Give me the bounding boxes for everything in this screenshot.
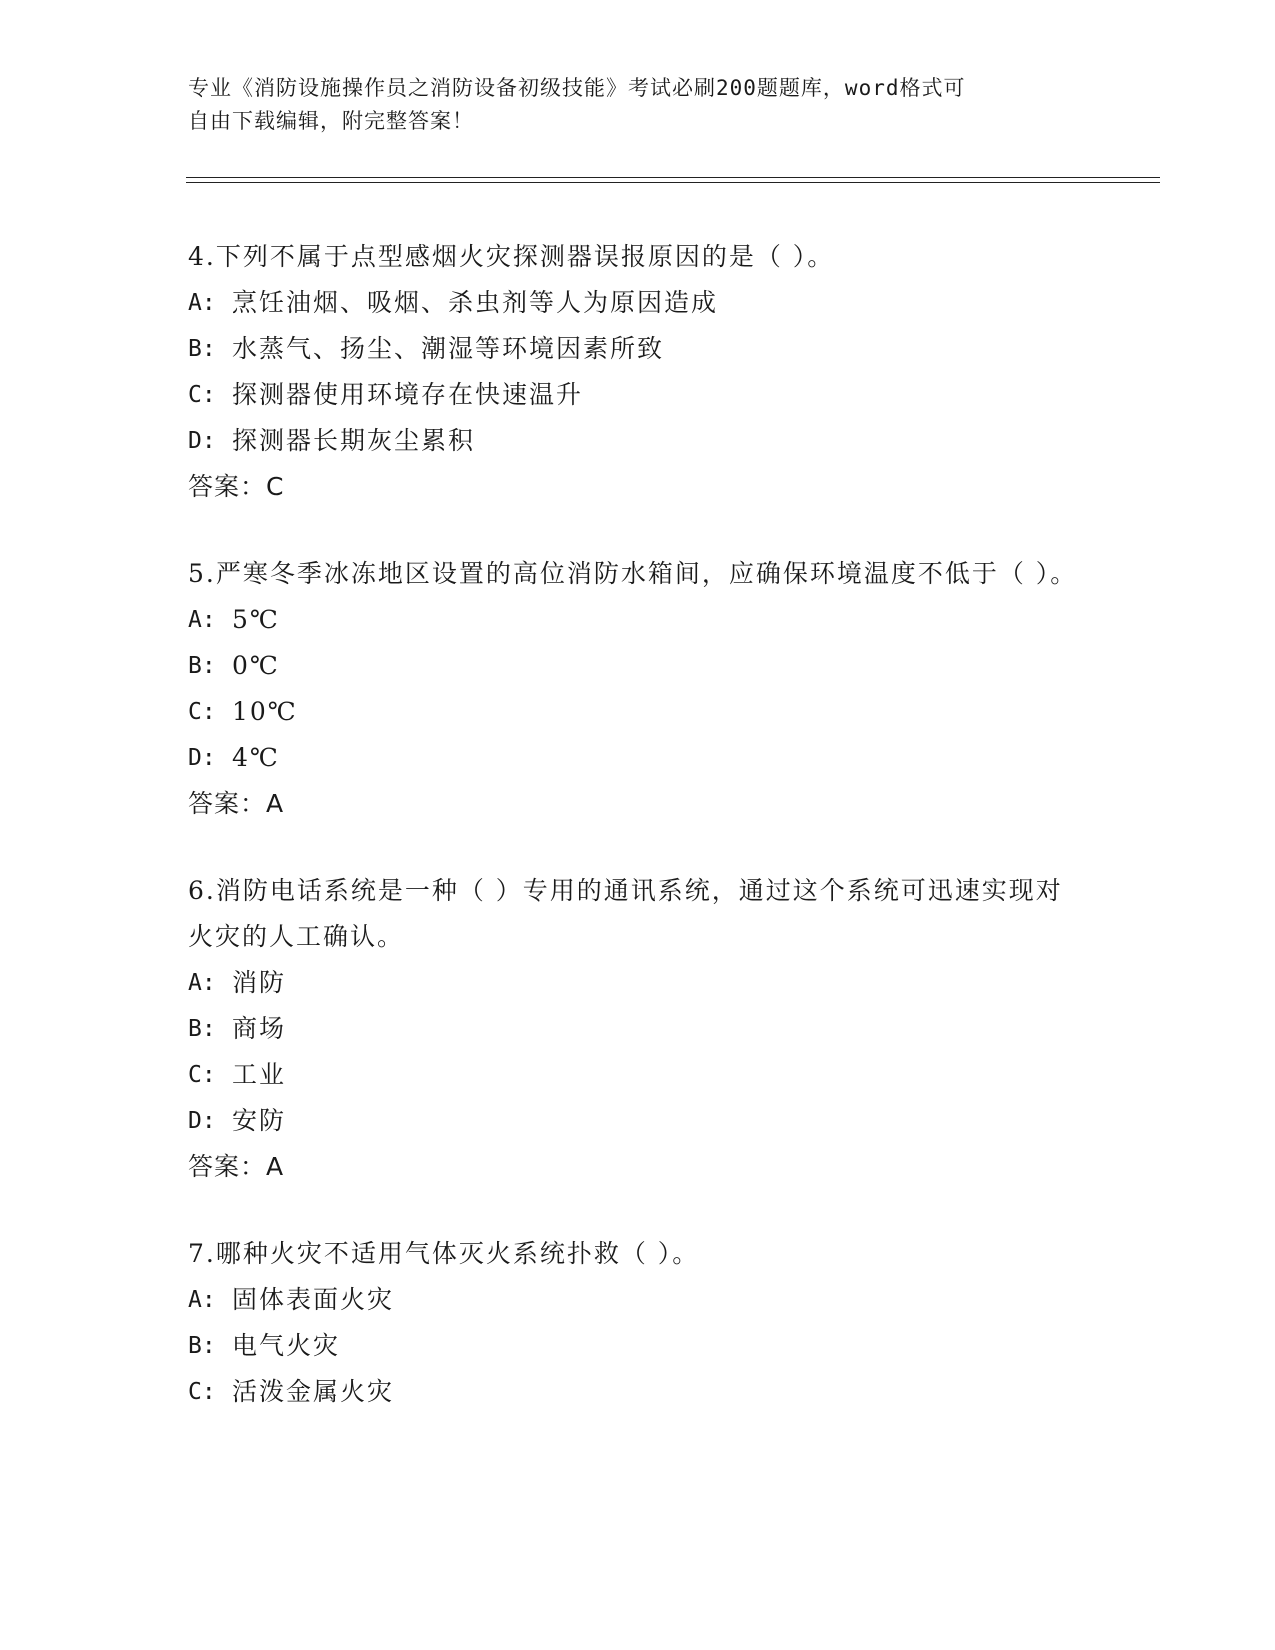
option-text: 0℃ bbox=[232, 651, 280, 680]
option-c bbox=[188, 1369, 1088, 1415]
question-stem: 6.消防电话系统是一种（ ）专用的通讯系统，通过这个系统可迅速实现对火灾的人工确认。 bbox=[188, 876, 1063, 951]
question-7 bbox=[188, 1231, 1088, 1415]
option-text: 消防 bbox=[232, 968, 287, 997]
option-b bbox=[188, 1006, 1088, 1052]
option-c bbox=[188, 689, 1088, 735]
option-text: 烹饪油烟、吸烟、杀虫剂等人为原因造成 bbox=[232, 288, 719, 317]
option-a bbox=[188, 1277, 1088, 1323]
question-stem: 7.哪种火灾不适用气体灭火系统扑救（ ）。 bbox=[188, 1239, 700, 1268]
header-title-line-1: 专业《消防设施操作员之消防设备初级技能》考试必刷200题题库，word格式可 bbox=[188, 76, 966, 100]
header-title-line-2: 自由下载编辑，附完整答案！ bbox=[188, 109, 474, 133]
option-b bbox=[188, 1323, 1088, 1369]
option-text: 水蒸气、扬尘、潮湿等环境因素所致 bbox=[232, 334, 665, 363]
option-a bbox=[188, 597, 1088, 643]
option-key: A: bbox=[188, 290, 216, 316]
question-list bbox=[188, 234, 1088, 1456]
option-text: 工业 bbox=[232, 1060, 287, 1089]
question-6 bbox=[188, 868, 1088, 1190]
option-key: C: bbox=[188, 1062, 216, 1088]
answer-line: 答案：C bbox=[188, 472, 285, 501]
option-key: D: bbox=[188, 745, 216, 771]
option-a bbox=[188, 960, 1088, 1006]
answer-line: 答案：A bbox=[188, 789, 285, 818]
option-text: 探测器使用环境存在快速温升 bbox=[232, 380, 584, 409]
document-header bbox=[188, 72, 1068, 138]
question-5 bbox=[188, 551, 1088, 827]
option-text: 10℃ bbox=[232, 697, 298, 726]
option-text: 4℃ bbox=[232, 743, 280, 772]
option-b bbox=[188, 326, 1088, 372]
option-key: B: bbox=[188, 653, 216, 679]
question-4 bbox=[188, 234, 1088, 510]
question-stem: 5.严寒冬季冰冻地区设置的高位消防水箱间，应确保环境温度不低于（ ）。 bbox=[188, 559, 1078, 588]
option-key: C: bbox=[188, 699, 216, 725]
question-stem: 4.下列不属于点型感烟火灾探测器误报原因的是（ ）。 bbox=[188, 242, 835, 271]
header-divider-bottom bbox=[186, 182, 1160, 183]
option-text: 安防 bbox=[232, 1106, 287, 1135]
option-key: D: bbox=[188, 1108, 216, 1134]
option-a bbox=[188, 280, 1088, 326]
answer-line: 答案：A bbox=[188, 1152, 285, 1181]
option-key: A: bbox=[188, 970, 216, 996]
option-key: C: bbox=[188, 382, 216, 408]
option-key: B: bbox=[188, 336, 216, 362]
option-text: 商场 bbox=[232, 1014, 287, 1043]
option-c bbox=[188, 372, 1088, 418]
option-text: 探测器长期灰尘累积 bbox=[232, 426, 476, 455]
option-text: 活泼金属火灾 bbox=[232, 1377, 395, 1406]
option-key: C: bbox=[188, 1379, 216, 1405]
option-key: A: bbox=[188, 607, 216, 633]
option-d bbox=[188, 1098, 1088, 1144]
option-text: 5℃ bbox=[232, 605, 280, 634]
option-d bbox=[188, 735, 1088, 781]
option-key: B: bbox=[188, 1016, 216, 1042]
option-b bbox=[188, 643, 1088, 689]
option-key: B: bbox=[188, 1333, 216, 1359]
option-key: A: bbox=[188, 1287, 216, 1313]
header-divider-top bbox=[186, 177, 1160, 178]
option-text: 固体表面火灾 bbox=[232, 1285, 395, 1314]
option-c bbox=[188, 1052, 1088, 1098]
option-d bbox=[188, 418, 1088, 464]
option-key: D: bbox=[188, 428, 216, 454]
option-text: 电气火灾 bbox=[232, 1331, 341, 1360]
